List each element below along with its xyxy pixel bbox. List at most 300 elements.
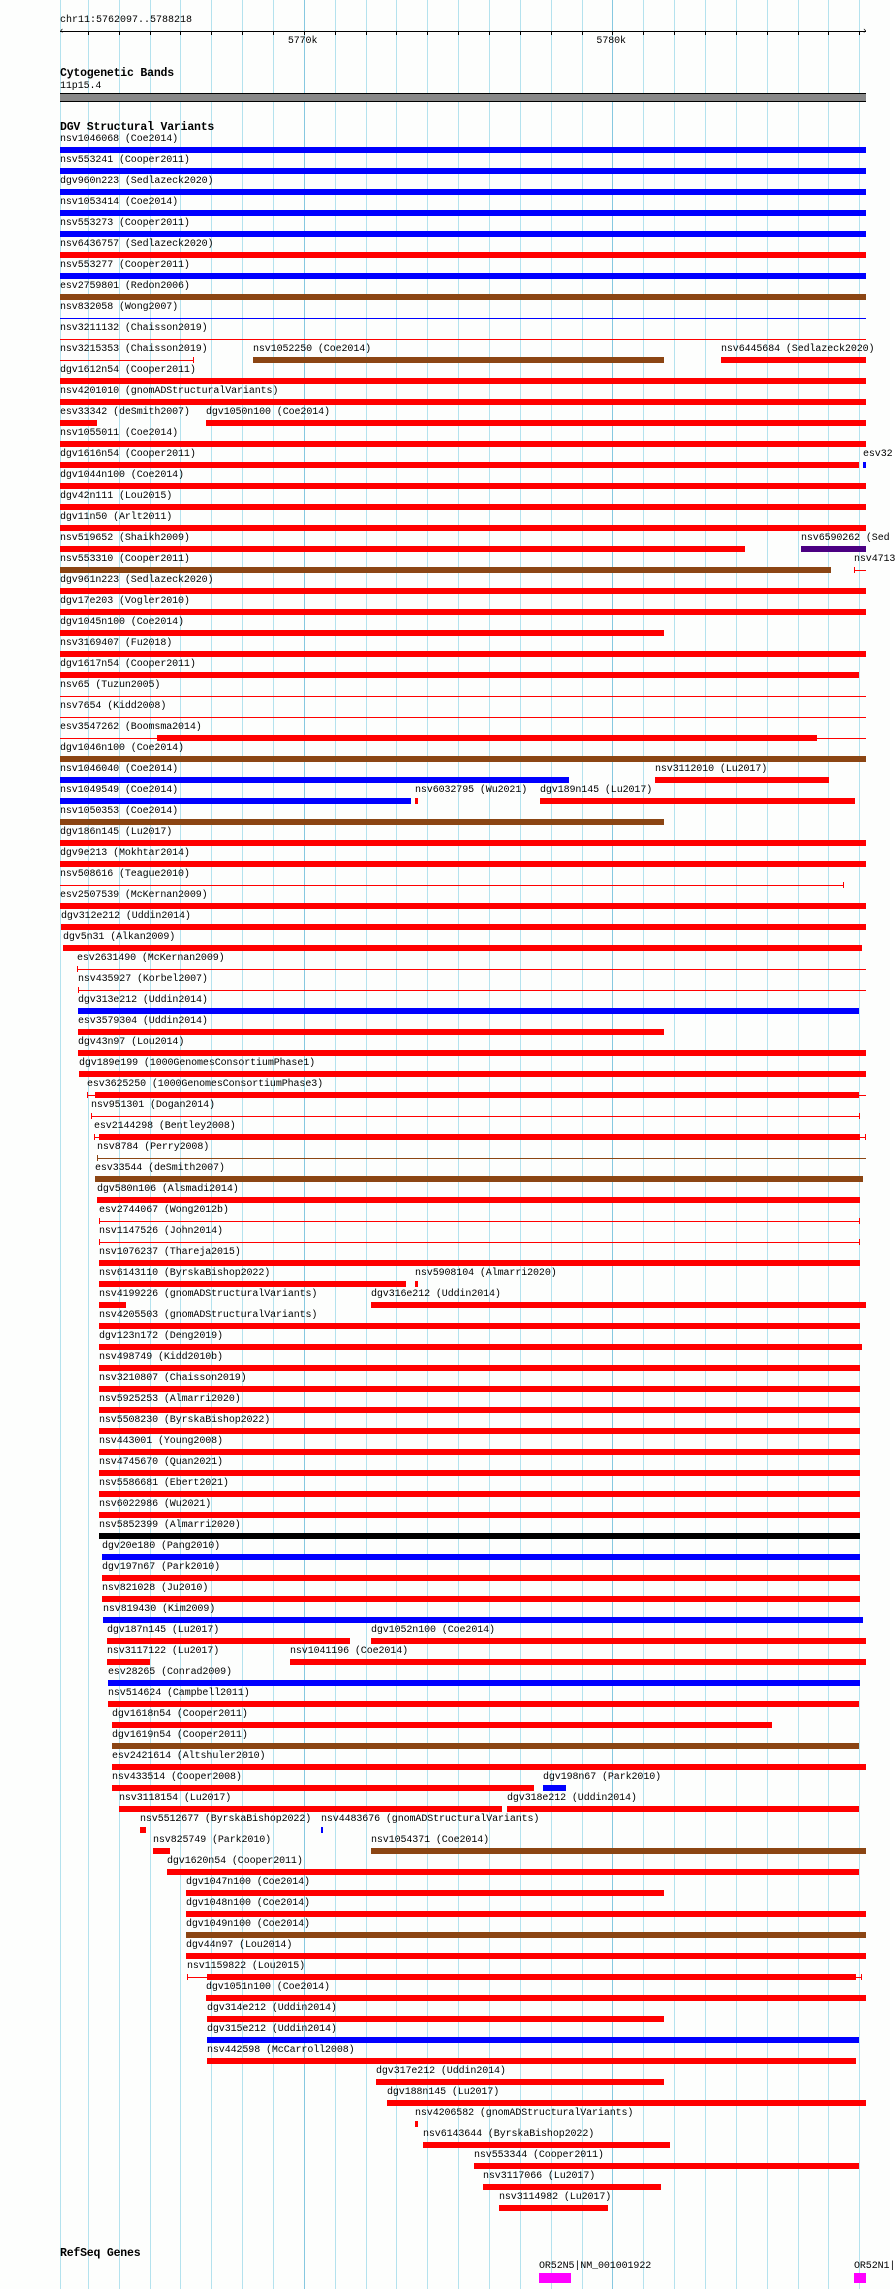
variant-label[interactable]: nsv1054371 (Coe2014): [371, 1835, 490, 1846]
variant-bar[interactable]: [99, 1365, 860, 1371]
variant-label[interactable]: dgv189n145 (Lu2017): [540, 785, 653, 796]
variant-label[interactable]: dgv961n223 (Sedlazeck2020): [60, 575, 214, 586]
variant-label[interactable]: nsv553273 (Cooper2011): [60, 218, 190, 229]
variant-label[interactable]: esv2144298 (Bentley2008): [94, 1121, 236, 1132]
variant-bar[interactable]: [79, 1071, 866, 1077]
variant-label[interactable]: nsv3117122 (Lu2017): [107, 1646, 220, 1657]
variant-line[interactable]: [60, 696, 866, 697]
axis-arrow-right-icon: ›: [862, 26, 868, 36]
variant-line[interactable]: [60, 717, 866, 718]
variant-end-cap: [859, 1113, 860, 1119]
variant-line[interactable]: [97, 1158, 866, 1159]
variant-label[interactable]: esv2631490 (McKernan2009): [77, 953, 225, 964]
variant-label[interactable]: nsv825749 (Park2010): [153, 1835, 272, 1846]
variant-label[interactable]: dgv960n223 (Sedlazeck2020): [60, 176, 214, 187]
variant-bar[interactable]: [99, 1134, 860, 1140]
variant-label[interactable]: dgv44n97 (Lou2014): [186, 1940, 293, 1951]
variant-bar[interactable]: [102, 1575, 860, 1581]
variant-label[interactable]: nsv3210807 (Chaisson2019): [99, 1373, 247, 1384]
variant-bar[interactable]: [60, 462, 859, 468]
ruler-tick: [705, 31, 706, 35]
variant-label[interactable]: nsv3118154 (Lu2017): [119, 1793, 232, 1804]
variant-label[interactable]: nsv5908104 (Almarri2020): [415, 1268, 557, 1279]
variant-label[interactable]: esv3625250 (1000GenomesConsortiumPhase3): [87, 1079, 324, 1090]
variant-label[interactable]: nsv442598 (McCarroll2008): [207, 2045, 355, 2056]
gene-bar[interactable]: [854, 2273, 866, 2283]
variant-label[interactable]: dgv1618n54 (Cooper2011): [112, 1709, 248, 1720]
variant-bar[interactable]: [112, 1722, 772, 1728]
variant-bar[interactable]: [60, 273, 866, 279]
variant-bar[interactable]: [60, 441, 866, 447]
variant-line[interactable]: [60, 885, 844, 886]
variant-label[interactable]: nsv4199226 (gnomADStructuralVariants): [99, 1289, 318, 1300]
variant-bar[interactable]: [543, 1785, 566, 1791]
variant-bar[interactable]: [97, 1197, 860, 1203]
variant-bar[interactable]: [186, 1890, 664, 1896]
variant-line[interactable]: [91, 1116, 860, 1117]
variant-label[interactable]: nsv514624 (Campbell2011): [108, 1688, 250, 1699]
variant-end-cap: [94, 1134, 95, 1140]
grid-line: [643, 0, 644, 2289]
variant-end-cap: [87, 1092, 88, 1098]
variant-label[interactable]: dgv20e180 (Pang2010): [102, 1541, 221, 1552]
variant-bar[interactable]: [99, 1281, 406, 1287]
variant-bar[interactable]: [99, 1428, 860, 1434]
variant-bar[interactable]: [60, 399, 866, 405]
ruler-tick: [88, 31, 89, 35]
variant-bar[interactable]: [60, 651, 866, 657]
variant-bar[interactable]: [60, 525, 866, 531]
ruler-tick: [211, 31, 212, 35]
variant-bar[interactable]: [78, 1029, 664, 1035]
variant-line[interactable]: [854, 570, 866, 571]
grid-line: [520, 0, 521, 2289]
refseq-track-title: RefSeq Genes: [60, 2247, 141, 2260]
variant-bar[interactable]: [60, 231, 866, 237]
variant-bar[interactable]: [60, 777, 569, 783]
variant-bar[interactable]: [140, 1827, 146, 1833]
variant-bar[interactable]: [801, 546, 866, 552]
variant-end-cap: [865, 1134, 866, 1140]
cytoband-bar[interactable]: [60, 93, 866, 102]
variant-label[interactable]: nsv553310 (Cooper2011): [60, 554, 190, 565]
variant-label[interactable]: esv33544 (deSmith2007): [95, 1163, 225, 1174]
grid-line: [427, 0, 428, 2289]
variant-label[interactable]: nsv5508230 (ByrskaBishop2022): [99, 1415, 271, 1426]
variant-bar[interactable]: [112, 1743, 859, 1749]
variant-bar[interactable]: [321, 1827, 323, 1833]
variant-line[interactable]: [60, 318, 866, 319]
variant-bar[interactable]: [60, 504, 866, 510]
variant-label[interactable]: nsv6022986 (Wu2021): [99, 1499, 212, 1510]
variant-bar[interactable]: [99, 1386, 860, 1392]
variant-bar[interactable]: [107, 1638, 350, 1644]
variant-label[interactable]: nsv832058 (Wong2007): [60, 302, 179, 313]
variant-label[interactable]: dgv313e212 (Uddin2014): [78, 995, 208, 1006]
ruler-tick: [180, 31, 181, 35]
variant-label[interactable]: nsv553241 (Cooper2011): [60, 155, 190, 166]
variant-end-cap: [78, 987, 79, 993]
axis-arrow-left-icon: ‹: [59, 26, 65, 36]
variant-label[interactable]: nsv508616 (Teague2010): [60, 869, 190, 880]
variant-line[interactable]: [78, 990, 866, 991]
variant-label[interactable]: dgv1049n100 (Coe2014): [186, 1919, 310, 1930]
variant-bar[interactable]: [102, 1596, 860, 1602]
variant-label[interactable]: nsv6143110 (ByrskaBishop2022): [99, 1268, 271, 1279]
variant-bar[interactable]: [60, 798, 411, 804]
variant-bar[interactable]: [290, 1659, 866, 1665]
variant-label[interactable]: dgv1612n54 (Cooper2011): [60, 365, 196, 376]
variant-label[interactable]: nsv1041196 (Coe2014): [290, 1646, 409, 1657]
variant-bar[interactable]: [99, 1260, 860, 1266]
ruler-tick: [859, 31, 860, 35]
variant-label[interactable]: dgv1617n54 (Cooper2011): [60, 659, 196, 670]
variant-label[interactable]: nsv3117066 (Lu2017): [483, 2171, 596, 2182]
variant-label[interactable]: nsv3114982 (Lu2017): [499, 2192, 612, 2203]
cytoband-label: 11p15.4: [60, 81, 102, 92]
variant-label[interactable]: nsv1147526 (John2014): [99, 1226, 223, 1237]
variant-label[interactable]: nsv8784 (Perry2008): [97, 1142, 210, 1153]
ruler-tick: [643, 31, 644, 35]
variant-bar[interactable]: [60, 588, 866, 594]
variant-bar[interactable]: [60, 252, 866, 258]
variant-bar[interactable]: [99, 1344, 862, 1350]
variant-label[interactable]: nsv4483676 (gnomADStructuralVariants): [321, 1814, 540, 1825]
ruler-tick: [304, 31, 305, 35]
grid-line: [705, 0, 706, 2289]
variant-label[interactable]: dgv17e203 (Vogler2010): [60, 596, 190, 607]
ruler-tick: [150, 31, 151, 35]
variant-bar[interactable]: [99, 1302, 126, 1308]
variant-label[interactable]: dgv1047n100 (Coe2014): [186, 1877, 310, 1888]
variant-bar[interactable]: [474, 2163, 859, 2169]
variant-label[interactable]: nsv821028 (Ju2010): [102, 1583, 209, 1594]
variant-bar[interactable]: [63, 945, 862, 951]
ruler-tick: [551, 31, 552, 35]
variant-end-cap: [187, 1974, 188, 1980]
variant-bar[interactable]: [95, 1176, 863, 1182]
variant-bar[interactable]: [415, 1281, 418, 1287]
variant-end-cap: [859, 1218, 860, 1224]
grid-line: [551, 0, 552, 2289]
variant-label[interactable]: nsv1053414 (Coe2014): [60, 197, 179, 208]
variant-bar[interactable]: [78, 1008, 859, 1014]
variant-label[interactable]: nsv4201010 (gnomADStructuralVariants): [60, 386, 279, 397]
variant-bar[interactable]: [99, 1512, 860, 1518]
variant-label[interactable]: nsv1046068 (Coe2014): [60, 134, 179, 145]
variant-label[interactable]: esv3547262 (Boomsma2014): [60, 722, 202, 733]
variant-label[interactable]: dgv189e199 (1000GenomesConsortiumPhase1): [79, 1058, 316, 1069]
variant-bar[interactable]: [60, 840, 866, 846]
variant-label[interactable]: dgv318e212 (Uddin2014): [507, 1793, 637, 1804]
variant-label[interactable]: dgv186n145 (Lu2017): [60, 827, 173, 838]
ruler-tick: [396, 31, 397, 35]
grid-line: [458, 0, 459, 2289]
variant-label[interactable]: nsv553277 (Cooper2011): [60, 260, 190, 271]
variant-bar[interactable]: [540, 798, 855, 804]
ruler-tick: [520, 31, 521, 35]
variant-label[interactable]: nsv3211132 (Chaisson2019): [60, 323, 208, 334]
variant-label[interactable]: nsv1076237 (Thareja2015): [99, 1247, 241, 1258]
variant-label[interactable]: dgv187n145 (Lu2017): [107, 1625, 220, 1636]
variant-label[interactable]: dgv198n67 (Park2010): [543, 1772, 662, 1783]
variant-label[interactable]: dgv9e213 (Mokhtar2014): [60, 848, 190, 859]
variant-label[interactable]: esv3579304 (Uddin2014): [78, 1016, 208, 1027]
variant-label[interactable]: dgv317e212 (Uddin2014): [376, 2066, 506, 2077]
grid-line: [396, 0, 397, 2289]
variant-bar[interactable]: [99, 1407, 860, 1413]
variant-label[interactable]: esv33342 (deSmith2007): [60, 407, 190, 418]
variant-bar[interactable]: [157, 735, 817, 741]
variant-label[interactable]: nsv7654 (Kidd2008): [60, 701, 167, 712]
variant-end-cap: [854, 567, 855, 573]
variant-bar[interactable]: [60, 861, 866, 867]
gene-label[interactable]: OR52N1|: [854, 2261, 895, 2272]
ruler-tick: [767, 31, 768, 35]
variant-label[interactable]: esv28265 (Conrad2009): [108, 1667, 232, 1678]
variant-bar[interactable]: [253, 357, 664, 363]
variant-bar[interactable]: [655, 777, 829, 783]
variant-bar[interactable]: [60, 189, 866, 195]
variant-label[interactable]: esv2744067 (Wong2012b): [99, 1205, 229, 1216]
variant-label[interactable]: nsv5925253 (Almarri2020): [99, 1394, 241, 1405]
variant-bar[interactable]: [371, 1848, 866, 1854]
variant-bar[interactable]: [112, 1764, 866, 1770]
variant-label[interactable]: dgv1048n100 (Coe2014): [186, 1898, 310, 1909]
ruler-tick-label: 5770k: [287, 36, 318, 47]
variant-bar[interactable]: [99, 1491, 860, 1497]
variant-label[interactable]: nsv6143644 (ByrskaBishop2022): [423, 2129, 595, 2140]
variant-end-cap: [97, 1155, 98, 1161]
variant-bar[interactable]: [415, 798, 418, 804]
variant-bar[interactable]: [108, 1701, 859, 1707]
variant-bar[interactable]: [415, 2121, 418, 2127]
variant-bar[interactable]: [99, 1323, 860, 1329]
variant-label[interactable]: esv32: [863, 449, 893, 460]
variant-bar[interactable]: [112, 1785, 534, 1791]
grid-line: [674, 0, 675, 2289]
variant-bar[interactable]: [107, 1659, 150, 1665]
variant-bar[interactable]: [60, 609, 866, 615]
variant-bar[interactable]: [108, 1680, 860, 1686]
variant-end-cap: [193, 357, 194, 363]
location-label: chr11:5762097..5788218: [60, 15, 193, 26]
cytoband-track-title: Cytogenetic Bands: [60, 67, 174, 80]
variant-bar[interactable]: [376, 2079, 664, 2085]
variant-label[interactable]: nsv6032795 (Wu2021): [415, 785, 528, 796]
variant-label[interactable]: nsv4745670 (Quan2021): [99, 1457, 223, 1468]
variant-label[interactable]: nsv4206582 (gnomADStructuralVariants): [415, 2108, 634, 2119]
variant-bar[interactable]: [60, 819, 664, 825]
variant-label[interactable]: dgv1046n100 (Coe2014): [60, 743, 184, 754]
variant-bar[interactable]: [206, 1995, 866, 2001]
variant-label[interactable]: dgv1616n54 (Cooper2011): [60, 449, 196, 460]
ruler-tick: [273, 31, 274, 35]
ruler-tick: [612, 31, 613, 35]
ruler-tick: [674, 31, 675, 35]
ruler-tick: [119, 31, 120, 35]
variant-label[interactable]: nsv5512677 (ByrskaBishop2022): [140, 1814, 312, 1825]
variant-end-cap: [77, 966, 78, 972]
dgv-track-title: DGV Structural Variants: [60, 121, 215, 134]
variant-bar[interactable]: [371, 1302, 866, 1308]
variant-bar[interactable]: [95, 1092, 859, 1098]
variant-label[interactable]: nsv951301 (Dogan2014): [91, 1100, 215, 1111]
variant-label[interactable]: dgv316e212 (Uddin2014): [371, 1289, 501, 1300]
ruler-tick: [458, 31, 459, 35]
variant-label[interactable]: nsv1159822 (Lou2015): [187, 1961, 306, 1972]
variant-bar[interactable]: [60, 294, 866, 300]
variant-label[interactable]: nsv4205503 (gnomADStructuralVariants): [99, 1310, 318, 1321]
variant-bar[interactable]: [99, 1449, 860, 1455]
variant-label[interactable]: nsv435927 (Korbel2007): [78, 974, 208, 985]
variant-label[interactable]: dgv5n31 (Alkan2009): [63, 932, 176, 943]
variant-bar[interactable]: [153, 1848, 170, 1854]
variant-bar[interactable]: [186, 1953, 866, 1959]
variant-bar[interactable]: [60, 378, 866, 384]
variant-bar[interactable]: [60, 630, 664, 636]
variant-end-cap: [861, 1974, 862, 1980]
ruler-tick: [489, 31, 490, 35]
variant-label[interactable]: nsv498749 (Kidd2010b): [99, 1352, 223, 1363]
variant-bar[interactable]: [207, 2058, 856, 2064]
variant-bar[interactable]: [499, 2205, 608, 2211]
variant-label[interactable]: nsv3215353 (Chaisson2019): [60, 344, 208, 355]
variant-bar[interactable]: [186, 1932, 866, 1938]
ruler-tick: [828, 31, 829, 35]
variant-label[interactable]: nsv443001 (Young2008): [99, 1436, 223, 1447]
variant-label[interactable]: dgv314e212 (Uddin2014): [207, 2003, 337, 2014]
variant-label[interactable]: nsv3169407 (Fu2018): [60, 638, 173, 649]
variant-bar[interactable]: [186, 1911, 866, 1917]
variant-bar[interactable]: [60, 210, 866, 216]
variant-label[interactable]: nsv1050353 (Coe2014): [60, 806, 179, 817]
variant-label[interactable]: dgv1051n100 (Coe2014): [206, 1982, 330, 1993]
variant-label[interactable]: dgv1619n54 (Cooper2011): [112, 1730, 248, 1741]
variant-label[interactable]: nsv433514 (Cooper2008): [112, 1772, 242, 1783]
variant-label[interactable]: nsv819430 (Kim2009): [103, 1604, 216, 1615]
variant-line[interactable]: [60, 339, 866, 340]
variant-bar[interactable]: [60, 672, 859, 678]
variant-bar[interactable]: [78, 1050, 866, 1056]
variant-bar[interactable]: [507, 1806, 859, 1812]
variant-bar[interactable]: [60, 756, 866, 762]
variant-line[interactable]: [77, 969, 866, 970]
variant-end-cap: [843, 882, 844, 888]
variant-bar[interactable]: [207, 2037, 859, 2043]
variant-label[interactable]: nsv1049549 (Coe2014): [60, 785, 179, 796]
ruler-tick: [582, 31, 583, 35]
variant-bar[interactable]: [863, 462, 866, 468]
variant-bar[interactable]: [371, 1638, 866, 1644]
variant-label[interactable]: dgv188n145 (Lu2017): [387, 2087, 500, 2098]
variant-bar[interactable]: [60, 546, 745, 552]
variant-end-cap: [99, 1239, 100, 1245]
ruler-tick: [736, 31, 737, 35]
variant-bar[interactable]: [206, 420, 866, 426]
variant-label[interactable]: dgv1044n100 (Coe2014): [60, 470, 184, 481]
variant-bar[interactable]: [60, 567, 831, 573]
variant-label[interactable]: nsv5586681 (Ebert2021): [99, 1478, 229, 1489]
ruler-tick-label: 5780k: [596, 36, 626, 47]
gene-bar[interactable]: [539, 2273, 571, 2283]
variant-bar[interactable]: [102, 1554, 860, 1560]
variant-bar[interactable]: [99, 1470, 860, 1476]
variant-label[interactable]: esv2759801 (Redon2006): [60, 281, 190, 292]
variant-label[interactable]: esv2507539 (McKernan2009): [60, 890, 208, 901]
variant-bar[interactable]: [99, 1533, 860, 1539]
gene-label[interactable]: OR52N5|NM_001001922: [539, 2261, 652, 2272]
grid-line: [489, 0, 490, 2289]
variant-label[interactable]: dgv312e212 (Uddin2014): [61, 911, 191, 922]
variant-label[interactable]: nsv1052250 (Coe2014): [253, 344, 372, 355]
variant-label[interactable]: dgv43n97 (Lou2014): [78, 1037, 185, 1048]
variant-bar[interactable]: [483, 2184, 661, 2190]
variant-label[interactable]: dgv1045n100 (Coe2014): [60, 617, 184, 628]
variant-end-cap: [99, 1218, 100, 1224]
variant-label[interactable]: dgv123n172 (Deng2019): [99, 1331, 223, 1342]
variant-label[interactable]: nsv6436757 (Sedlazeck2020): [60, 239, 214, 250]
ruler-tick: [427, 31, 428, 35]
variant-bar[interactable]: [60, 147, 866, 153]
variant-bar[interactable]: [61, 924, 866, 930]
variant-label[interactable]: nsv6590262 (Sed: [801, 533, 890, 544]
variant-bar[interactable]: [60, 420, 97, 426]
ruler-tick: [335, 31, 336, 35]
variant-label[interactable]: dgv315e212 (Uddin2014): [207, 2024, 337, 2035]
variant-label[interactable]: esv2421614 (Altshuler2010): [112, 1751, 266, 1762]
variant-bar[interactable]: [60, 168, 866, 174]
variant-bar[interactable]: [721, 357, 866, 363]
variant-label[interactable]: nsv65 (Tuzun2005): [60, 680, 161, 691]
variant-end-cap: [859, 1239, 860, 1245]
variant-label[interactable]: dgv11n50 (Arlt2011): [60, 512, 173, 523]
variant-label[interactable]: nsv1046040 (Coe2014): [60, 764, 179, 775]
grid-line: [582, 0, 583, 2289]
variant-bar[interactable]: [119, 1806, 502, 1812]
variant-label[interactable]: dgv42n111 (Lou2015): [60, 491, 173, 502]
variant-bar[interactable]: [103, 1617, 863, 1623]
variant-label[interactable]: dgv1620n54 (Cooper2011): [167, 1856, 303, 1867]
ruler-tick: [366, 31, 367, 35]
variant-label[interactable]: nsv3112010 (Lu2017): [655, 764, 768, 775]
variant-bar[interactable]: [387, 2100, 866, 2106]
variant-label[interactable]: nsv4713: [854, 554, 895, 565]
variant-label[interactable]: dgv1050n100 (Coe2014): [206, 407, 330, 418]
variant-label[interactable]: nsv6445684 (Sedlazeck2020): [721, 344, 875, 355]
variant-bar[interactable]: [207, 2016, 664, 2022]
variant-label[interactable]: dgv197n67 (Park2010): [102, 1562, 221, 1573]
grid-line: [612, 0, 613, 2289]
variant-line[interactable]: [99, 1242, 860, 1243]
variant-line[interactable]: [99, 1221, 860, 1222]
variant-end-cap: [91, 1113, 92, 1119]
variant-label[interactable]: nsv553344 (Cooper2011): [474, 2150, 604, 2161]
ruler-tick: [798, 31, 799, 35]
variant-bar[interactable]: [207, 1974, 856, 1980]
variant-label[interactable]: nsv519652 (Shaikh2009): [60, 533, 190, 544]
variant-bar[interactable]: [60, 903, 866, 909]
variant-bar[interactable]: [167, 1869, 859, 1875]
variant-label[interactable]: nsv5852399 (Almarri2020): [99, 1520, 241, 1531]
variant-label[interactable]: nsv1055011 (Coe2014): [60, 428, 179, 439]
ruler-tick: [242, 31, 243, 35]
variant-label[interactable]: dgv1052n100 (Coe2014): [371, 1625, 495, 1636]
variant-label[interactable]: dgv580n106 (Alsmadi2014): [97, 1184, 239, 1195]
variant-bar[interactable]: [60, 483, 866, 489]
variant-bar[interactable]: [423, 2142, 670, 2148]
variant-line[interactable]: [60, 360, 194, 361]
